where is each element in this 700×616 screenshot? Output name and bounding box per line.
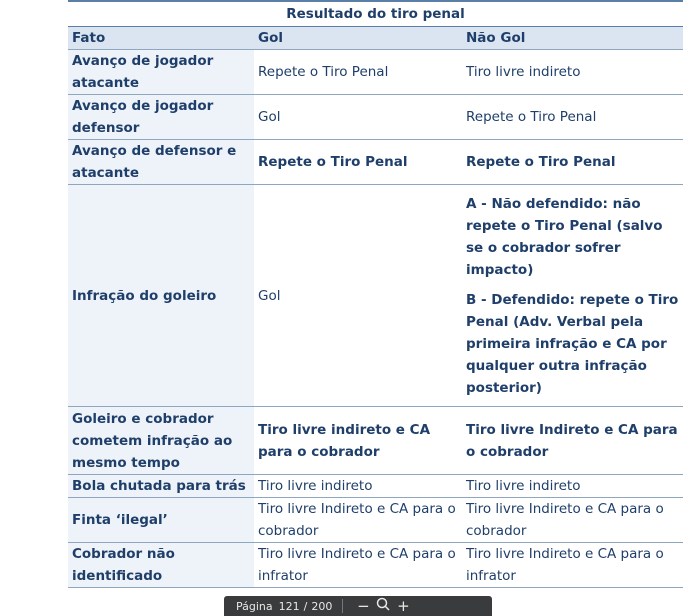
cell-nao-gol: Tiro livre Indireto e CA para o cobrador [462, 407, 683, 475]
option-a-text: A - Não defendido: não repete o Tiro Penal (salvo se o cobrador sofrer impacto) [466, 195, 663, 278]
plus-icon[interactable]: + [397, 597, 410, 615]
minus-icon[interactable]: − [357, 597, 370, 615]
table-row [68, 498, 683, 543]
header-fato: Fato [68, 27, 254, 50]
option-b-text: B - Defendido: repete o Tiro Penal (Adv. Verbal pela primeira infração e CA por qualquer outra infração posterior) [466, 291, 679, 396]
toolbar-divider [342, 599, 343, 613]
cell-nao-gol: Tiro livre indireto [462, 475, 683, 498]
cell-gol: Tiro livre Indireto e CA para o infrator [254, 543, 462, 588]
current-page-input[interactable]: 121 [278, 599, 300, 613]
cell-gol: Tiro livre Indireto e CA para o cobrador [254, 498, 462, 543]
cell-gol: Gol [254, 95, 462, 140]
table-row [68, 543, 683, 588]
cell-gol: Tiro livre indireto [254, 475, 462, 498]
cell-nao-gol: Repete o Tiro Penal [462, 95, 683, 140]
table-caption: Resultado do tiro penal [68, 1, 683, 27]
cell-fato: Cobrador não identificado [68, 543, 254, 588]
table-row [68, 140, 683, 185]
cell-fato: Bola chutada para trás [68, 475, 254, 498]
cell-nao-gol: Tiro livre Indireto e CA para o infrator [462, 543, 683, 588]
cell-gol: Repete o Tiro Penal [254, 140, 462, 185]
table-row [68, 475, 683, 498]
cell-gol: Tiro livre indireto e CA para o cobrador [254, 407, 462, 475]
table-row [68, 50, 683, 95]
pdf-viewer-toolbar [224, 596, 492, 616]
cell-fato: Goleiro e cobrador cometem infração ao mesmo tempo [68, 407, 254, 475]
table-row [68, 185, 683, 407]
cell-nao-gol: Repete o Tiro Penal [462, 140, 683, 185]
cell-gol: Repete o Tiro Penal [254, 50, 462, 95]
page-label: Página [236, 599, 273, 613]
document-page [68, 0, 683, 588]
cell-fato: Avanço de jogador atacante [68, 50, 254, 95]
penalty-results-table [68, 0, 683, 588]
cell-fato: Avanço de defensor e atacante [68, 140, 254, 185]
cell-fato: Finta ‘ilegal’ [68, 498, 254, 543]
cell-nao-gol [462, 185, 683, 407]
cell-fato: Infração do goleiro [68, 185, 254, 407]
cell-fato: Avanço de jogador defensor [68, 95, 254, 140]
table-row [68, 95, 683, 140]
page-separator: / [303, 599, 308, 613]
table-row [68, 407, 683, 475]
zoom-reset-icon[interactable] [373, 597, 393, 615]
cell-gol: Gol [254, 185, 462, 407]
header-nao-gol: Não Gol [462, 27, 683, 50]
cell-nao-gol: Tiro livre Indireto e CA para o cobrador [462, 498, 683, 543]
header-gol: Gol [254, 27, 462, 50]
total-pages: 200 [311, 599, 333, 613]
cell-nao-gol: Tiro livre indireto [462, 50, 683, 95]
